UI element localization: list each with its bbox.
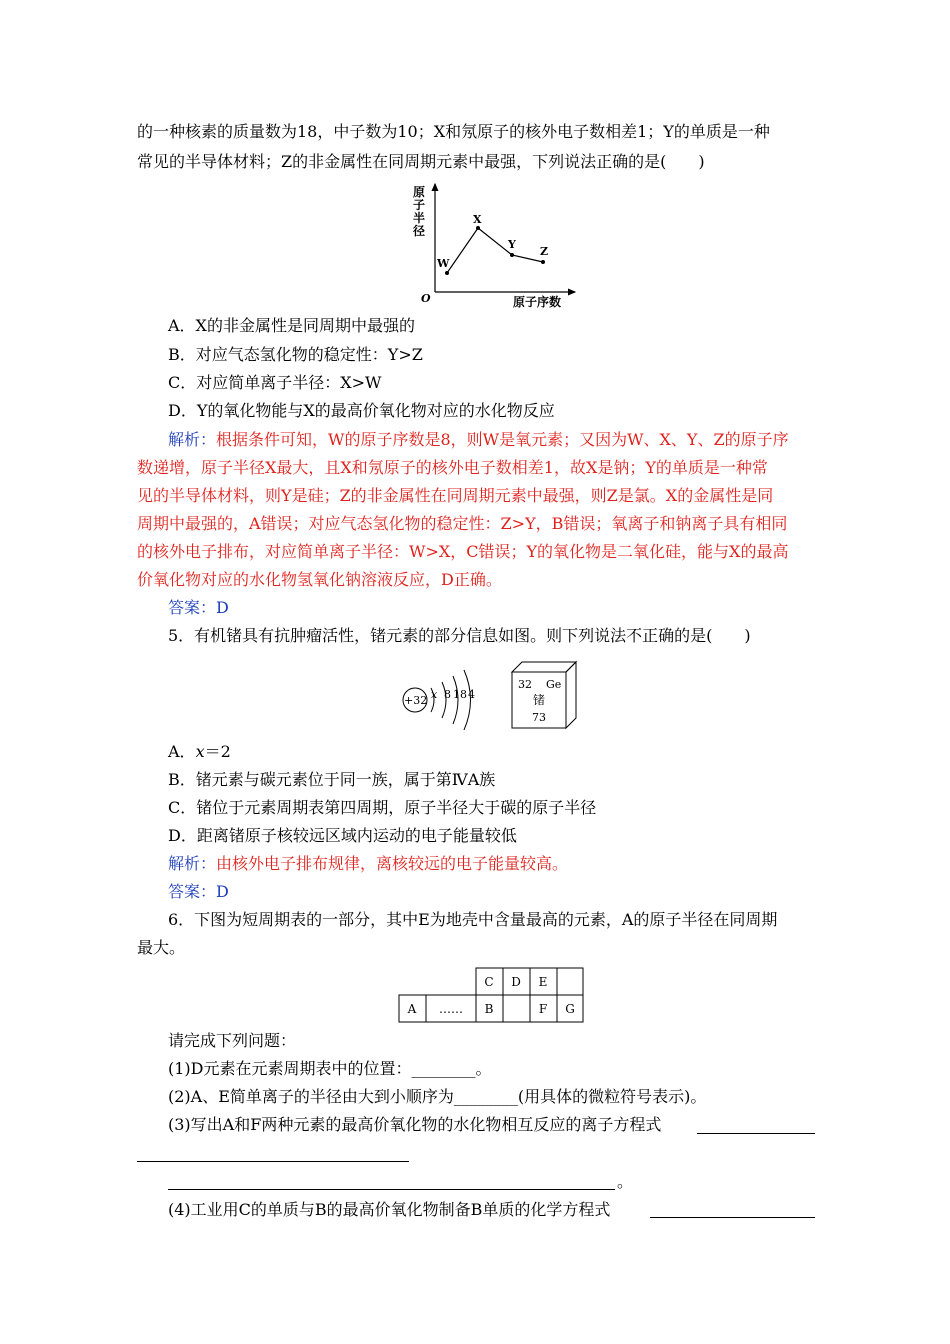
- q5-atom-diagram: [395, 660, 485, 730]
- q4-option-b: B．对应气态氢化物的稳定性：Y>Z: [168, 345, 423, 364]
- q6-sub3: (3)写出A和F两种元素的最高价氧化物的水化物相互反应的离子方程式: [168, 1115, 662, 1134]
- q5-stem: 5．有机锗具有抗肿瘤活性，锗元素的部分信息如图。则下列说法不正确的是( ): [168, 626, 751, 645]
- q4-analysis-label: 解析：: [168, 430, 217, 449]
- graph-ylabel-3: 半: [413, 211, 426, 225]
- cell-top-face: [512, 662, 576, 672]
- cell-b: B: [484, 1002, 494, 1016]
- q4-analysis-line1: [168, 430, 789, 450]
- cell-d: D: [511, 975, 521, 989]
- q4-analysis-line5: 的核外电子排布，对应简单离子半径：W>X，C错误；Y的氧化物是二氧化硅，能与X的最高: [137, 542, 789, 561]
- q4-option-c: C．对应简单离子半径：X>W: [168, 373, 382, 392]
- q6-sub3-blank-1: [697, 1133, 815, 1134]
- cell-side-face: [566, 662, 576, 728]
- cell-c: C: [484, 975, 494, 989]
- cell-e: E: [538, 975, 548, 989]
- graph-ylabel-2: 子: [413, 198, 426, 212]
- cell-name: 锗: [533, 693, 546, 707]
- q5-option-b: B．锗元素与碳元素位于同一族，属于第ⅣA族: [168, 770, 496, 789]
- q5-option-a-var: x: [195, 742, 205, 761]
- point-y: [510, 253, 514, 257]
- q6-stem-line1: 6．下图为短周期表的一部分，其中E为地壳中含量最高的元素，A的原子半径在同周期: [168, 910, 778, 929]
- q4-stem-line1: 的一种核素的质量数为18，中子数为10；X和氖原子的核外电子数相差1；Y的单质是一种: [137, 122, 770, 141]
- q5-option-a-rest: ＝2: [204, 742, 231, 761]
- label-y: Y: [508, 238, 516, 251]
- cell-mass: 73: [532, 711, 546, 724]
- q5-analysis: [168, 854, 568, 874]
- nucleus-charge: +32: [404, 694, 428, 707]
- q5-analysis-text: 由核外电子排布规律，离核较远的电子能量较高。: [216, 854, 569, 873]
- cell-ellipsis: ……: [439, 1002, 463, 1016]
- q4-analysis-line3: 见的半导体材料，则Y是硅；Z的非金属性在同周期元素中最强，则Z是氯。X的金属性是同: [137, 486, 774, 505]
- graph-ylabel-1: 原: [413, 185, 426, 199]
- q5-option-c: C．锗位于元素周期表第四周期，原子半径大于碳的原子半径: [168, 798, 597, 817]
- q5-element-cell: [508, 658, 580, 730]
- graph-origin: O: [421, 292, 431, 305]
- q5-option-a: [168, 742, 231, 762]
- q6-instruction: 请完成下列问题：: [168, 1031, 297, 1050]
- q4-answer-text: 答案：D: [168, 598, 229, 617]
- label-w: W: [437, 257, 450, 270]
- q4-stem-line2: 常见的半导体材料；Z的非金属性在同周期元素中最强，下列说法正确的是( ): [137, 152, 705, 171]
- graph-ylabel-4: 径: [413, 224, 426, 238]
- shell-18: 18: [453, 688, 467, 701]
- q6-sub4-blank: [650, 1217, 815, 1218]
- point-z: [541, 260, 545, 264]
- q6-sub3-blank-3: [168, 1189, 615, 1190]
- cell-g: G: [565, 1002, 575, 1016]
- label-z: Z: [540, 245, 549, 258]
- q6-sub2: (2)A、E简单离子的半径由大到小顺序为________(用具体的微粒符号表示)。: [168, 1087, 707, 1106]
- graph-xlabel: 原子序数: [513, 295, 562, 309]
- q5-answer-text: 答案：D: [168, 882, 229, 901]
- q6-sub1: (1)D元素在元素周期表中的位置：________。: [168, 1059, 492, 1078]
- q4-analysis-line2: 数递增，原子半径X最大，且X和氖原子的核外电子数相差1，故X是钠；Y的单质是一种常: [137, 458, 768, 477]
- q4-answer: [168, 598, 229, 618]
- q4-option-a: A．X的非金属性是同周期中最强的: [168, 316, 415, 335]
- cell-f: F: [538, 1002, 548, 1016]
- q4-analysis-text1: 根据条件可知，W的原子序数是8，则W是氧元素；又因为W、X、Y、Z的原子序: [216, 430, 789, 449]
- point-w: [445, 271, 449, 275]
- point-x: [476, 226, 480, 230]
- cell-a: A: [407, 1002, 417, 1016]
- label-x: X: [473, 213, 482, 226]
- q4-analysis-line4: 周期中最强的，A错误；对应气态氢化物的稳定性：Z>Y，B错误；氧离子和钠离子具有相同: [137, 514, 788, 533]
- q6-sub3-blank-2: [137, 1161, 409, 1162]
- q5-analysis-label: 解析：: [168, 854, 217, 873]
- q4-radius-graph: [405, 180, 580, 310]
- shell-4-num: 4: [468, 688, 475, 701]
- q6-sub3-end: 。: [617, 1172, 634, 1191]
- cell-symbol: Ge: [546, 678, 562, 691]
- graph-line: [447, 228, 543, 273]
- q6-sub4: (4)工业用C的单质与B的最高价氧化物制备B单质的化学方程式: [168, 1200, 611, 1219]
- q4-option-d: D．Y的氧化物能与X的最高价氧化物对应的水化物反应: [168, 401, 555, 420]
- shell-8: 8: [444, 688, 451, 701]
- shell-x: x: [431, 688, 438, 701]
- q6-periodic-table-fragment: [398, 967, 584, 1023]
- q5-option-d: D．距离锗原子核较远区域内运动的电子能量较低: [168, 826, 517, 845]
- q4-analysis-line6: 价氧化物对应的水化物氢氧化钠溶液反应，D正确。: [137, 570, 502, 589]
- q5-option-a-prefix: A．: [168, 742, 196, 761]
- q6-stem-line2: 最大。: [137, 938, 186, 957]
- cell-atomic-number: 32: [518, 678, 532, 691]
- q5-answer: [168, 882, 229, 902]
